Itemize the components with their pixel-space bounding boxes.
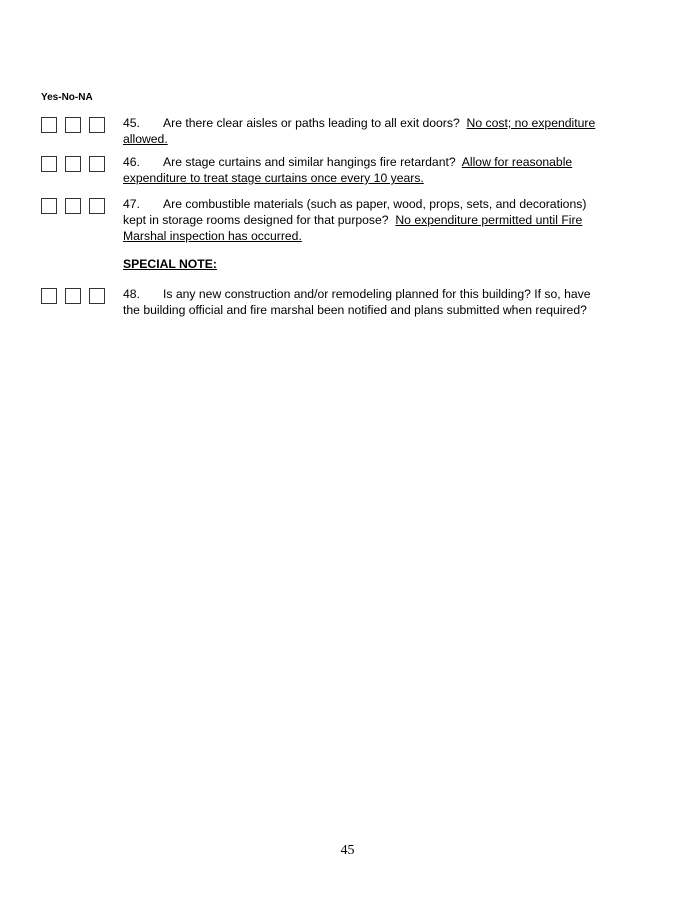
question: Are combustible materials (such as paper, wood, props, sets, and decorations) kept in storage rooms designed for that purpose? [123,197,587,227]
no-checkbox[interactable] [65,117,81,133]
yes-checkbox[interactable] [41,117,57,133]
cost-note: No cost; no expenditure allowed. [123,116,596,146]
question: Are there clear aisles or paths leading to all exit doors? [163,116,460,130]
no-checkbox[interactable] [65,288,81,304]
item-text: 48. Is any new construction and/or remodeling planned for this building? If so, have the building official and fire marshal been notified and plans submitted when required? [123,287,591,317]
no-checkbox[interactable] [65,156,81,172]
item-text: 46. Are stage curtains and similar hangings fire retardant? Allow for reasonable expenditure to treat stage curtains once every 10 years. [123,155,573,185]
no-checkbox[interactable] [65,198,81,214]
na-checkbox[interactable] [89,198,105,214]
yes-checkbox[interactable] [41,288,57,304]
na-checkbox[interactable] [89,117,105,133]
na-checkbox[interactable] [89,156,105,172]
yes-checkbox[interactable] [41,156,57,172]
page-number: 45 [340,843,355,858]
item-text: 45. Are there clear aisles or paths leading to all exit doors? No cost; no expenditure allowed. [123,116,596,146]
question: Is any new construction and/or remodeling planned for this building? If so, have the building official and fire marshal been notified and plans submitted when required? [123,287,591,317]
special-note-heading: SPECIAL NOTE: [123,257,217,271]
yes-checkbox[interactable] [41,198,57,214]
item-text: 47. Are combustible materials (such as paper, wood, props, sets, and decorations) kept in storage rooms designed for that purpose? No expenditure permitted until Fire Marshal inspection has occurred. [123,197,587,243]
cost-note: Allow for reasonable expenditure to treat stage curtains once every 10 years. [123,155,573,185]
yes-no-na-header: Yes-No-NA [41,92,93,103]
question: Are stage curtains and similar hangings fire retardant? [163,155,456,169]
na-checkbox[interactable] [89,288,105,304]
cost-note: No expenditure permitted until Fire Marshal inspection has occurred. [123,213,583,243]
